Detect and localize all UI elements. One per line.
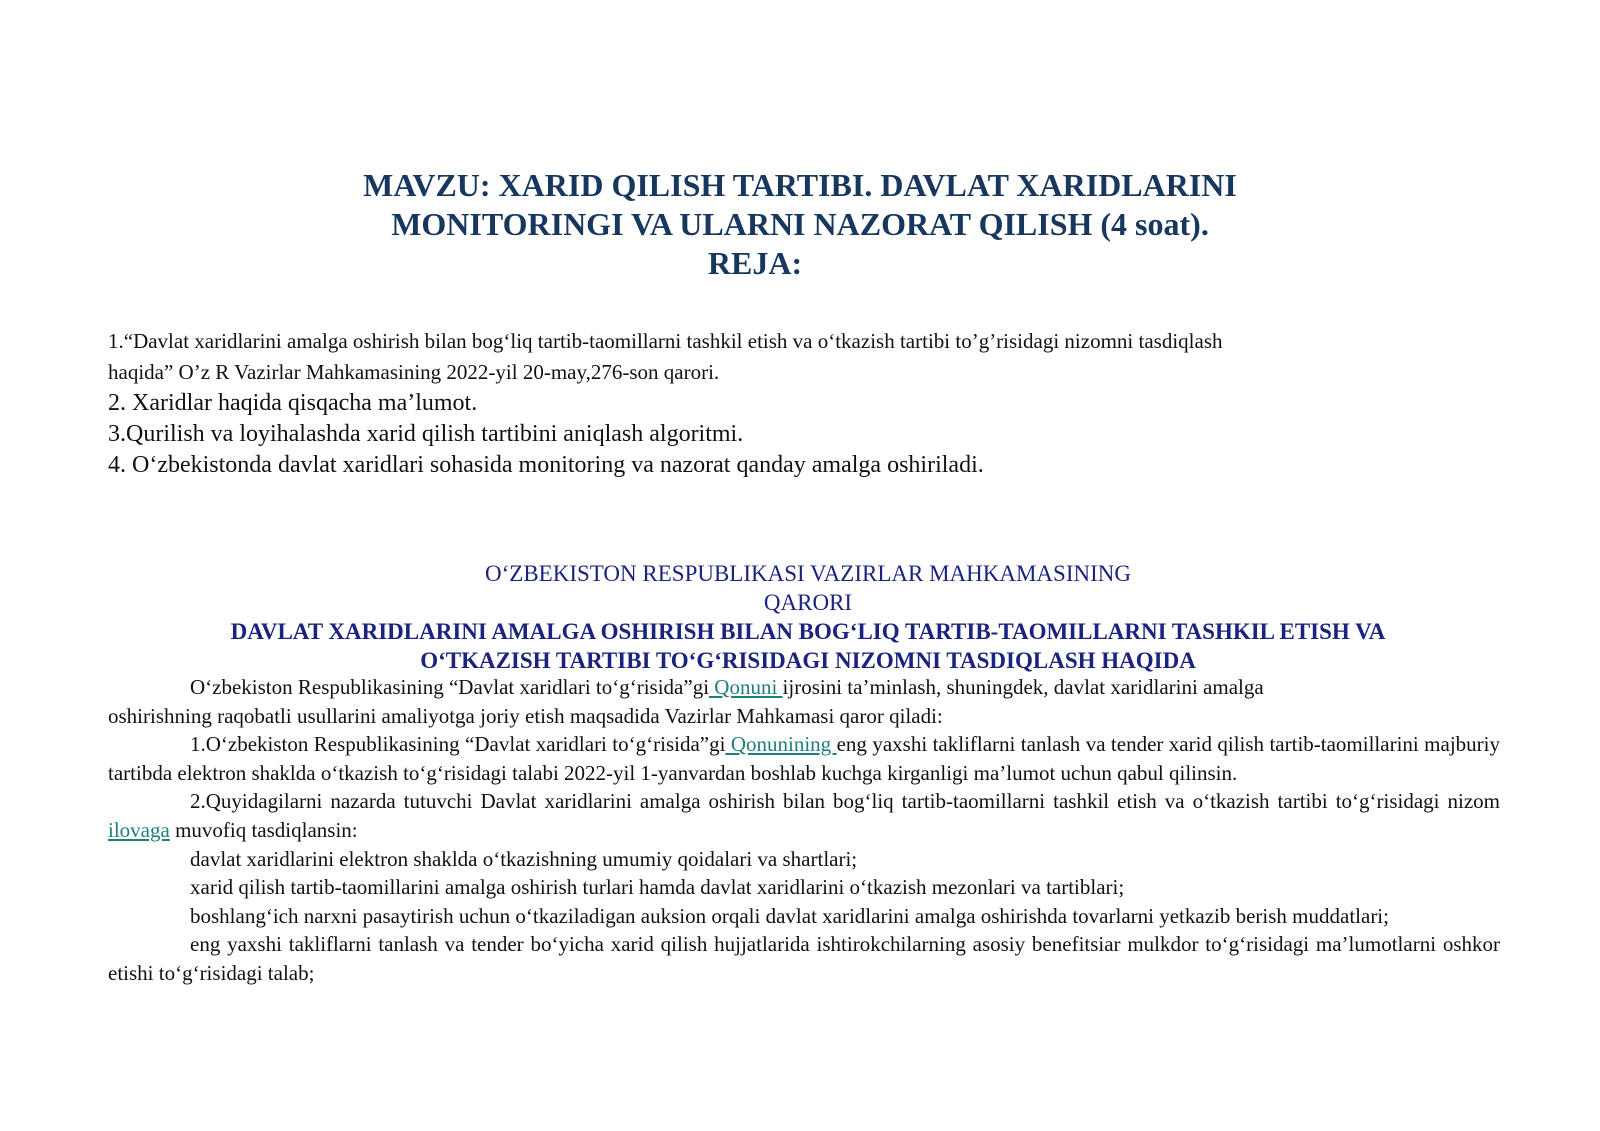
- decree-paragraph-6: boshlangʻich narxni pasaytirish uchun oʻtkaziladigan auksion orqali davlat xaridlarini amalga oshirishda tovarlarni yetkazib berish muddatlari;: [190, 903, 1389, 928]
- plan-item-4: 4. Oʻzbekistonda davlat xaridlari sohasida monitoring va nazorat qanday amalga oshiriladi.: [108, 452, 984, 478]
- title-line-2: MONITORINGI VA ULARNI NAZORAT QILISH (4 soat).: [391, 206, 1209, 242]
- paragraph-1-text-a: Oʻzbekiston Respublikasining “Davlat xaridlari toʻgʻrisida”gi: [190, 675, 710, 699]
- plan-item-2: 2. Xaridlar haqida qisqacha ma’lumot.: [108, 390, 478, 416]
- decree-paragraph-5: xarid qilish tartib-taomillarini amalga oshirish turlari hamda davlat xaridlarini oʻtkazish mezonlari va tartiblari;: [190, 875, 1125, 900]
- paragraph-2-text-a: 1.Oʻzbekiston Respublikasining “Davlat xaridlari toʻgʻrisida”gi: [190, 732, 726, 757]
- plan-item-3: 3.Qurilish va loyihalashda xarid qilish tartibini aniqlash algoritmi.: [108, 421, 744, 447]
- decree-body: [108, 673, 1500, 988]
- decree-paragraph-3: [108, 787, 1500, 844]
- plan-list: [108, 326, 1508, 481]
- qonuni-link[interactable]: Qonuni: [709, 675, 783, 699]
- decree-paragraph-4: davlat xaridlarini elektron shaklda oʻtkazishning umumiy qoidalari va shartlari;: [190, 846, 858, 871]
- title-reja: REJA:: [707, 245, 803, 281]
- decree-heading-3: DAVLAT XARIDLARINI AMALGA OSHIRISH BILAN BOGʻLIQ TARTIB-TAOMILLARNI TASHKIL ETISH VA: [230, 619, 1386, 644]
- document-title: [280, 166, 1320, 283]
- ilovaga-link[interactable]: ilovaga: [108, 817, 170, 842]
- decree-paragraph-7: eng yaxshi takliflarni tanlash va tender boʻyicha xarid qilish hujjatlarida ishtirokchilarning asosiy benefitsiar mulkdor toʻgʻrisidagi maʼlumotlarni oshkor etishi toʻgʻrisidagi talab;: [108, 932, 1500, 985]
- decree-paragraph-2: [108, 730, 1500, 787]
- paragraph-2-text-b: eng yaxshi takliflarni tanlash va tender xarid qilish tartib-taomillarini majburiy tartibda elektron shaklda oʻtkazish toʻgʻrisidagi talabi 2022-yil 1-yanvardan boshlab kuchga kirganligi maʼlumot uchun qabul qilinsin.: [108, 732, 1500, 785]
- decree-paragraph-1-continued: oshirishning raqobatli usullarini amaliyotga joriy etish maqsadida Vazirlar Mahkamasi qaror qiladi:: [108, 703, 943, 728]
- paragraph-1-text-b: ijrosini taʼminlash, shuningdek, davlat xaridlarini amalga: [782, 675, 1264, 699]
- decree-heading-4: OʻTKAZISH TARTIBI TOʻGʻRISIDAGI NIZOMNI TASDIQLASH HAQIDA: [420, 648, 1196, 673]
- title-line-1: MAVZU: XARID QILISH TARTIBI. DAVLAT XARIDLARINI: [363, 167, 1237, 203]
- decree-paragraph-1: [108, 673, 1430, 702]
- paragraph-3-text-b: muvofiq tasdiqlansin:: [169, 817, 358, 842]
- paragraph-3-text-a: 2.Quyidagilarni nazarda tutuvchi Davlat xaridlarini amalga oshirish bilan bogʻliq tartib-taomillarni tashkil etish va oʻtkazish tartibi toʻgʻrisidagi nizom: [190, 789, 1500, 814]
- decree-heading-1: OʻZBEKISTON RESPUBLIKASI VAZIRLAR MAHKAMASINING: [485, 561, 1131, 586]
- qonunining-link[interactable]: Qonunining: [725, 732, 837, 757]
- plan-item-1-line-1: 1.“Davlat xaridlarini amalga oshirish bilan bogʻliq tartib-taomillarni tashkil etish va oʻtkazish tartibi to’g’risidagi nizomni tasdiqlash: [108, 329, 1223, 353]
- decree-heading-2: QARORI: [763, 590, 853, 615]
- plan-item-1-line-2: haqida” O’z R Vazirlar Mahkamasining 2022-yil 20-may,276-son qarori.: [108, 360, 720, 384]
